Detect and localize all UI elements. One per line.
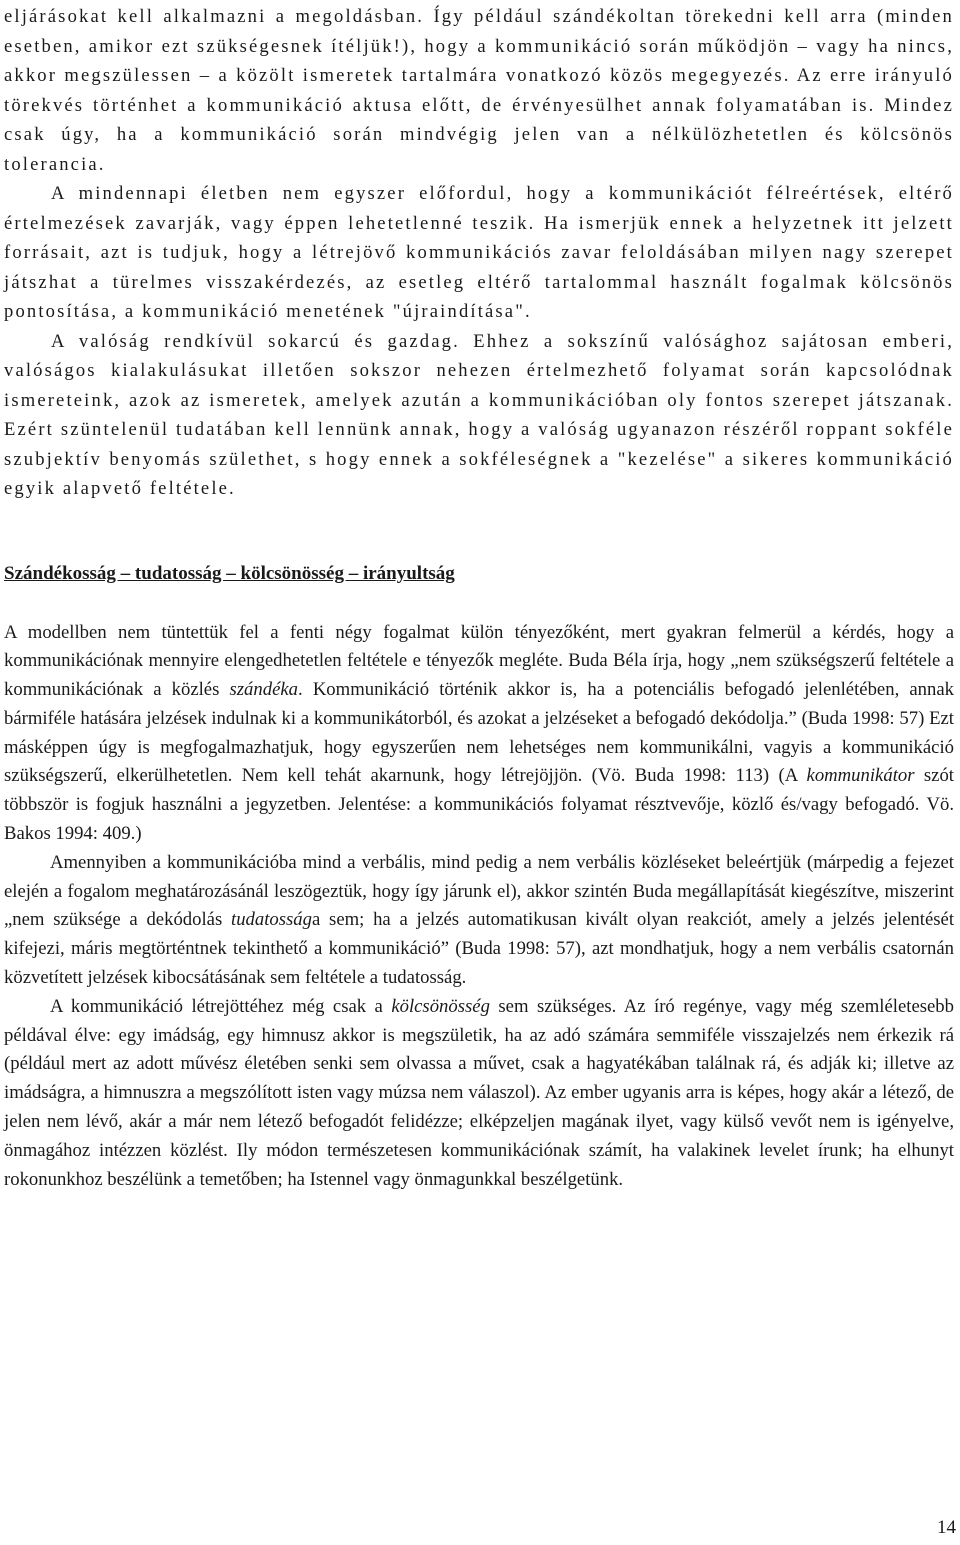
paragraph-text: . Kommunikáció történik akkor is, ha a potenciális befogadó jelenlétében, annak bármiféle hatására jelzések indulnak ki a kommunikátorból, és azokat a jelzéseket a befogadó dekódolja.” (Buda 1998: 57) Ezt másképpen úgy is megfogalmazhatjuk, hogy egyszerűen nem lehetséges nem kommunikálni, vagyis a kommunikáció szükségszerű, elkerülhetetlen. Nem kell tehát akarnunk, hogy létrejöjjön. (Vö. Buda 1998: 113) (A bbox=[4, 679, 954, 787]
paragraph bbox=[4, 619, 954, 849]
section-previous-text bbox=[4, 0, 954, 504]
paragraph bbox=[4, 993, 954, 1195]
emphasis-text: tudatosság bbox=[231, 909, 312, 931]
paragraph: A mindennapi életben nem egyszer előfordul, hogy a kommunikációt félreértések, eltérő értelmezések zavarják, vagy éppen lehetetlenné teszik. Ha ismerjük ennek a helyzetnek itt jelzett forrásait, azt is tudjuk, hogy a létrejövő kommunikációs zavar feloldásában milyen nagy szerepet játszhat a türelmes visszakérdezés, az esetleg eltérő tartalommal használt fogalmak kölcsönös pontosítása, a kommunikáció menetének "újraindítása". bbox=[4, 183, 954, 322]
document-page bbox=[4, 0, 954, 1194]
paragraph-text: sem szükséges. Az író regénye, vagy még szemléletesebb példával élve: egy imádság, egy himnusz akkor is megszületik, ha az adó számára semmiféle visszajelzés nem érkezik rá (például mert az adott művész életében senki sem olvassa a művet, csak a hagyatékában találnak rá, és adják ki; illetve az imádságra, a himnuszra a megszólított isten vagy múzsa nem válaszol). Az ember ugyanis arra is képes, hogy akár a létező, de jelen nem lévő, akár a már nem létező befogadót felidézze; elképzeljen magának ilyet, vagy külső vevőt nem is igényelve, önmagához intézzen közlést. Ily módon természetesen kommunikációnak számít, ha valakinek levelet írunk; ha elhunyt rokonunkhoz beszélünk a temetőben; ha Istennel vagy önmagunkkal beszélgetünk. bbox=[4, 995, 954, 1190]
emphasis-text: szándéka bbox=[229, 679, 299, 701]
paragraph: A valóság rendkívül sokarcú és gazdag. Ehhez a sokszínű valósághoz sajátosan emberi, valóságos kialakulásukat illetően sokszor nehezen értelmezhető folyamat során kapcsolódnak ismereteink, azok az ismeretek, amelyek azután a kommunikációban oly fontos szerepet játszanak. Ezért szüntelenül tudatában kell lennünk annak, hogy a valóság ugyanazon részéről roppant sokféle szubjektív benyomás születhet, s hogy ennek a sokféleségnek a "kezelése" a sikeres kommunikáció egyik alapvető feltétele. bbox=[4, 330, 954, 499]
page-number: 14 bbox=[937, 1517, 956, 1538]
paragraph: eljárásokat kell alkalmazni a megoldásban. Így például szándékoltan törekedni kell arra (minden esetben, amikor ezt szükségesnek ítéljük!), hogy a kommunikáció során működjön – vagy ha nincs, akkor megszülessen – a közölt ismeretek tartalmára vonatkozó közös megegyezés. Az erre irányuló törekvés történhet a kommunikáció aktusa előtt, de érvényesülhet annak folyamatában is. Mindez csak úgy, ha a kommunikáció során mindvégig jelen van a nélkülözhetetlen és kölcsönös tolerancia. bbox=[4, 6, 954, 175]
section-heading: Szándékosság – tudatosság – kölcsönösség – irányultság bbox=[4, 562, 455, 584]
paragraph-text: a sem; ha a jelzés automatikusan kivált olyan reakciót, amely a jelzés jelentését kifejezi, máris megtörténtnek tekinthető a kommunikáció” (Buda 1998: 57), azt mondhatjuk, hogy a nem verbális csatornán közvetített jelzések kibocsátásának sem feltétele a tudatosság. bbox=[4, 909, 955, 989]
paragraph-text: szót többször is fogjuk használni a jegyzetben. Jelentése: a kommunikációs folyamat résztvevője, közlő és/vagy befogadó. Vö. Bakos 1994: 409.) bbox=[4, 765, 954, 845]
paragraph-text: A kommunikáció létrejöttéhez még csak a bbox=[50, 995, 392, 1017]
paragraph-text: A modellben nem tüntettük fel a fenti négy fogalmat külön tényezőként, mert gyakran felmerül a kérdés, hogy a kommunikációnak mennyire elengedhetetlen feltétele e tényezők megléte. Buda Béla írja, hogy „nem szükségszerű feltétele a kommunikációnak a közlés bbox=[4, 621, 954, 701]
paragraph bbox=[4, 849, 954, 993]
section-body bbox=[4, 619, 954, 1195]
paragraph-text: Amennyiben a kommunikációba mind a verbális, mind pedig a nem verbális közléseket beleértjük (márpedig a fejezet elején a fogalom meghatározásánál leszögeztük, hogy így járunk el), akkor szintén Buda megállapítását kiegészítve, miszerint „nem szüksége a dekódolás bbox=[4, 851, 954, 931]
emphasis-text: kölcsönösség bbox=[391, 995, 490, 1017]
emphasis-text: kommunikátor bbox=[806, 765, 915, 787]
